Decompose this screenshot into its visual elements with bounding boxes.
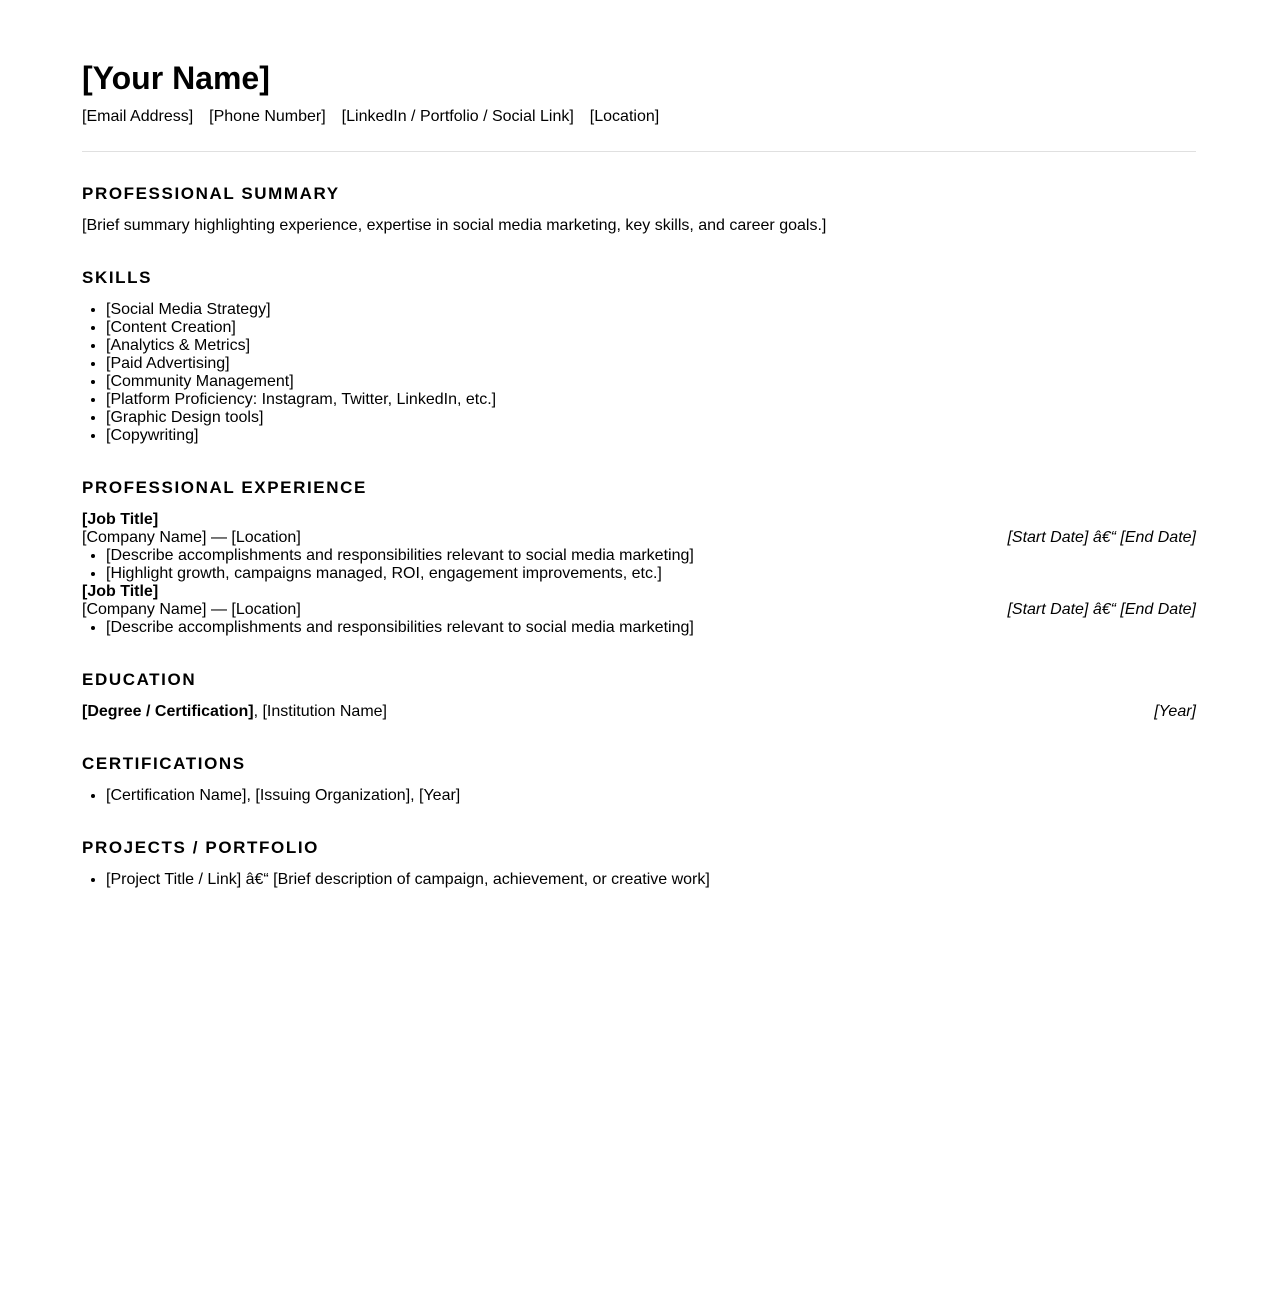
contact-email: [Email Address] (82, 108, 194, 125)
job-entry (82, 511, 1196, 583)
certifications-heading: CERTIFICATIONS (82, 754, 246, 773)
name-heading: [Your Name] (82, 60, 270, 96)
job-company: [Company Name] — [Location] (82, 529, 301, 546)
skill-item: • [Content Creation] (106, 319, 1196, 337)
certification-item: • [Certification Name], [Issuing Organization], [Year] (106, 787, 1196, 805)
job-dates: [Start Date] â€“ [End Date] (1007, 529, 1196, 546)
education-degree: [Degree / Certification] (82, 703, 254, 720)
job-title: [Job Title] (82, 583, 159, 600)
job-title: [Job Title] (82, 511, 159, 528)
contact-line (82, 108, 1196, 126)
job-bullet: • [Highlight growth, campaigns managed, ROI, engagement improvements, etc.] (106, 565, 1196, 583)
contact-location: [Location] (589, 108, 660, 125)
job-bullet: • [Describe accomplishments and responsibilities relevant to social media marketing] (106, 619, 1196, 637)
skill-item: • [Copywriting] (106, 427, 1196, 445)
projects-heading: PROJECTS / PORTFOLIO (82, 838, 319, 857)
education-entry (82, 703, 1196, 721)
skill-item: • [Platform Proficiency: Instagram, Twitter, LinkedIn, etc.] (106, 391, 1196, 409)
experience-heading: PROFESSIONAL EXPERIENCE (82, 478, 367, 497)
skill-item: • [Graphic Design tools] (106, 409, 1196, 427)
divider (82, 151, 1196, 152)
skill-item: • [Paid Advertising] (106, 355, 1196, 373)
job-bullet: • [Describe accomplishments and responsibilities relevant to social media marketing] (106, 547, 1196, 565)
education-heading: EDUCATION (82, 670, 197, 689)
contact-phone: [Phone Number] (209, 108, 326, 125)
contact-link: [LinkedIn / Portfolio / Social Link] (341, 108, 574, 125)
job-company: [Company Name] — [Location] (82, 601, 301, 618)
job-dates: [Start Date] â€“ [End Date] (1007, 601, 1196, 618)
summary-heading: PROFESSIONAL SUMMARY (82, 184, 340, 203)
education-institution: , [Institution Name] (253, 703, 387, 720)
summary-text: [Brief summary highlighting experience, expertise in social media marketing, key skills, and career goals.] (82, 217, 827, 234)
skill-item: • [Community Management] (106, 373, 1196, 391)
education-year: [Year] (1154, 703, 1196, 720)
skills-heading: SKILLS (82, 268, 153, 287)
job-entry (82, 583, 1196, 637)
resume (82, 60, 1196, 889)
skill-item: • [Analytics & Metrics] (106, 337, 1196, 355)
skill-item: • [Social Media Strategy] (106, 301, 1196, 319)
project-item: • [Project Title / Link] â€“ [Brief description of campaign, achievement, or creative work] (106, 871, 1196, 889)
skills-list (82, 301, 1196, 445)
